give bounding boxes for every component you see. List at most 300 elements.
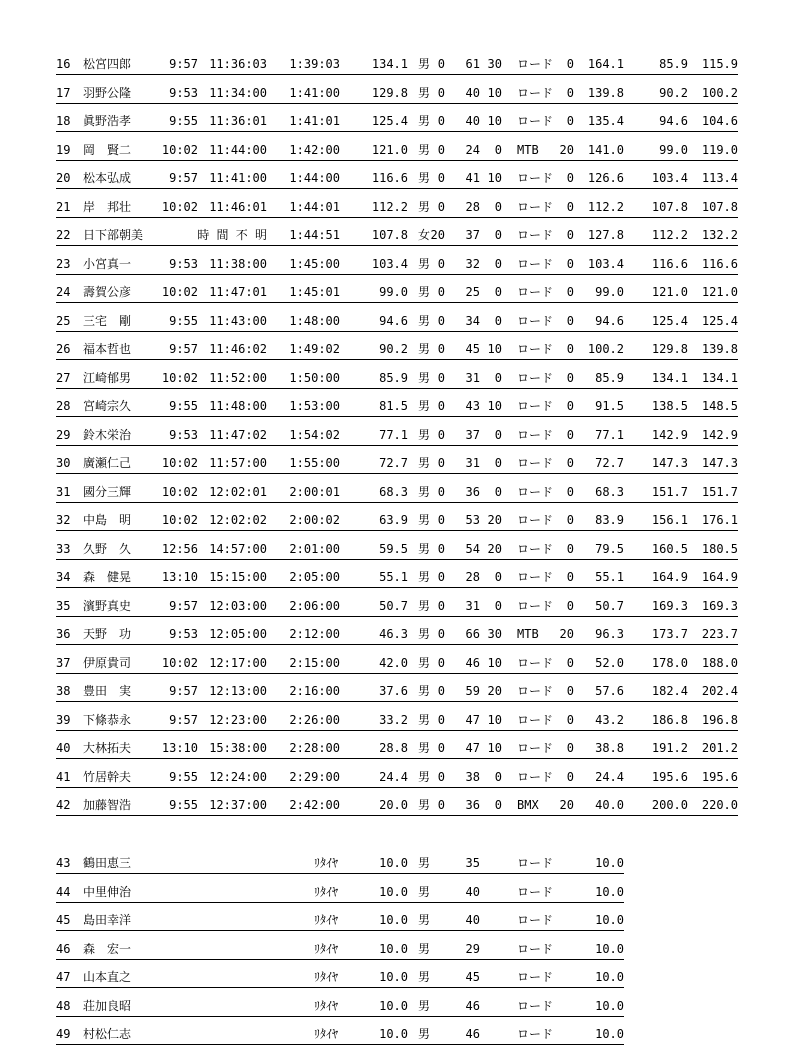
cell-bikept: 0 <box>566 598 574 613</box>
cell-age: 32 <box>465 256 480 271</box>
cell-bike: ロード <box>517 228 554 242</box>
cell-sexpt: 0 <box>437 627 445 641</box>
cell-name: 松本弘成 <box>83 171 132 185</box>
cell-bikept: 0 <box>566 570 574 584</box>
cell-sexpt: 0 <box>437 399 445 413</box>
cell-time: 2:00:02 <box>289 513 340 527</box>
cell-no: 39 <box>56 712 71 727</box>
cell-agept: 0 <box>494 456 502 470</box>
cell-pts: 10.0 <box>379 856 408 870</box>
cell-pen: 99.0 <box>659 142 688 157</box>
cell-sub: 126.6 <box>587 171 624 185</box>
cell-finish: 12:05:00 <box>209 627 267 641</box>
cell-pts: 63.9 <box>379 513 408 527</box>
cell-pts: 42.0 <box>379 655 408 670</box>
cell-pen: 160.5 <box>651 541 688 556</box>
cell-age: 41 <box>465 171 480 185</box>
result-row <box>56 284 738 303</box>
cell-sub: 38.8 <box>595 741 624 755</box>
cell-bikept: 0 <box>566 370 574 385</box>
cell-bike: ロード <box>517 712 554 727</box>
cell-bikept: 0 <box>566 313 574 328</box>
cell-pen: 182.4 <box>651 684 688 698</box>
cell-agept: 0 <box>494 598 502 613</box>
cell-sex: 男 <box>418 256 431 271</box>
cell-age: 36 <box>465 484 480 499</box>
cell-total: 164.9 <box>701 570 738 584</box>
cell-finish: 12:17:00 <box>209 655 267 670</box>
cell-finish: 11:52:00 <box>209 370 267 385</box>
cell-pen: 107.8 <box>651 199 688 214</box>
cell-pts: 10.0 <box>379 884 408 899</box>
cell-name: 岡 賢二 <box>83 142 132 157</box>
cell-start: 9:57 <box>169 684 198 698</box>
cell-pen: 169.3 <box>651 598 688 613</box>
retired-row <box>56 912 624 931</box>
cell-pts: 121.0 <box>371 142 408 157</box>
cell-start: 9:53 <box>169 427 198 442</box>
cell-sex: 男 <box>418 313 431 328</box>
cell-bikept: 0 <box>566 228 574 242</box>
cell-finish: 11:36:03 <box>209 57 267 71</box>
cell-time: 1:39:03 <box>289 57 340 71</box>
cell-name: 松宮四郎 <box>83 57 132 71</box>
cell-agept: 0 <box>494 370 502 385</box>
cell-time: 2:12:00 <box>289 627 340 641</box>
cell-total: 10.0 <box>595 913 624 927</box>
cell-pen: 191.2 <box>651 741 688 755</box>
cell-start: 13:10 <box>161 570 198 584</box>
cell-no: 29 <box>56 427 71 442</box>
retired-row <box>56 884 624 903</box>
cell-no: 46 <box>56 941 71 956</box>
cell-bikept: 0 <box>566 199 574 214</box>
cell-sex: 男 <box>418 399 431 413</box>
cell-pts: 116.6 <box>371 171 408 185</box>
cell-sex: 男 <box>418 570 431 584</box>
cell-pts: 94.6 <box>379 313 408 328</box>
cell-sex: 女 <box>418 228 431 242</box>
cell-start: 9:57 <box>169 712 198 727</box>
cell-no: 30 <box>56 456 71 470</box>
cell-bike: ロード <box>517 285 554 299</box>
cell-total: 125.4 <box>701 313 738 328</box>
cell-no: 23 <box>56 256 71 271</box>
cell-pen: 125.4 <box>651 313 688 328</box>
cell-name: 下條恭永 <box>83 712 132 727</box>
cell-name: 加藤智浩 <box>83 798 132 812</box>
cell-total: 107.8 <box>701 199 738 214</box>
cell-start: 9:53 <box>169 256 198 271</box>
cell-sub: 139.8 <box>587 85 624 100</box>
cell-bike: ロード <box>517 256 554 271</box>
cell-sexpt: 0 <box>437 570 445 584</box>
cell-bikept: 0 <box>566 256 574 271</box>
cell-sexpt: 0 <box>437 712 445 727</box>
cell-bikept: 0 <box>566 484 574 499</box>
cell-sex: 男 <box>418 998 431 1013</box>
cell-finish: 15:15:00 <box>209 570 267 584</box>
cell-sex: 男 <box>418 142 431 157</box>
cell-sexpt: 0 <box>437 541 445 556</box>
cell-pen: 164.9 <box>651 570 688 584</box>
cell-bike: ロード <box>517 57 554 71</box>
cell-time: 1:55:00 <box>289 456 340 470</box>
cell-sub: 100.2 <box>587 342 624 356</box>
cell-time: 2:28:00 <box>289 741 340 755</box>
cell-pen: 94.6 <box>659 114 688 128</box>
cell-sub: 57.6 <box>595 684 624 698</box>
cell-pts: 72.7 <box>379 456 408 470</box>
cell-age: 40 <box>465 913 480 927</box>
cell-pen: 112.2 <box>651 228 688 242</box>
cell-pts: 107.8 <box>371 228 408 242</box>
cell-age: 59 <box>465 684 480 698</box>
cell-bikept: 20 <box>559 627 574 641</box>
cell-sexpt: 0 <box>437 85 445 100</box>
cell-start: 9:57 <box>169 171 198 185</box>
cell-agept: 10 <box>487 655 502 670</box>
cell-pen: 186.8 <box>651 712 688 727</box>
cell-no: 33 <box>56 541 71 556</box>
cell-agept: 0 <box>494 427 502 442</box>
cell-bike: ロード <box>517 313 554 328</box>
cell-pen: 103.4 <box>651 171 688 185</box>
cell-sexpt: 0 <box>437 256 445 271</box>
cell-bike: ロード <box>517 769 554 784</box>
cell-start: 10:02 <box>161 513 198 527</box>
cell-bike: ロード <box>517 741 554 755</box>
cell-no: 37 <box>56 655 71 670</box>
cell-age: 45 <box>465 970 480 984</box>
cell-pen: 129.8 <box>651 342 688 356</box>
cell-sexpt: 0 <box>437 57 445 71</box>
cell-sex: 男 <box>418 484 431 499</box>
cell-sub: 43.2 <box>595 712 624 727</box>
cell-time: 1:44:51 <box>289 228 340 242</box>
cell-sub: 83.9 <box>595 513 624 527</box>
cell-agept: 30 <box>487 627 502 641</box>
cell-name: 日下部朝美 <box>83 228 144 242</box>
retired-row <box>56 855 624 874</box>
cell-sex: 男 <box>418 798 431 812</box>
cell-age: 40 <box>465 884 480 899</box>
cell-finish: 12:24:00 <box>209 769 267 784</box>
cell-no: 36 <box>56 627 71 641</box>
cell-bike: ロード <box>517 570 554 584</box>
cell-bike: ロード <box>517 427 554 442</box>
cell-bikept: 0 <box>566 399 574 413</box>
cell-total: 139.8 <box>701 342 738 356</box>
cell-pts: 24.4 <box>379 769 408 784</box>
cell-no: 22 <box>56 228 71 242</box>
cell-agept: 10 <box>487 171 502 185</box>
cell-bike: ロード <box>517 913 554 927</box>
cell-bike: ロード <box>517 598 554 613</box>
cell-status: ﾘﾀｲﾔ <box>313 913 338 927</box>
cell-total: 196.8 <box>701 712 738 727</box>
cell-agept: 10 <box>487 114 502 128</box>
cell-agept: 0 <box>494 769 502 784</box>
cell-bike: ロード <box>517 655 554 670</box>
cell-bike: ロード <box>517 456 554 470</box>
cell-pts: 81.5 <box>379 399 408 413</box>
cell-start: 10:02 <box>161 456 198 470</box>
cell-no: 38 <box>56 684 71 698</box>
cell-pts: 112.2 <box>371 199 408 214</box>
cell-finish: 12:02:02 <box>209 513 267 527</box>
cell-age: 46 <box>465 655 480 670</box>
cell-age: 61 <box>465 57 480 71</box>
cell-finish: 14:57:00 <box>209 541 267 556</box>
cell-age: 46 <box>465 998 480 1013</box>
cell-sexpt: 0 <box>437 114 445 128</box>
cell-total: 115.9 <box>701 57 738 71</box>
cell-sex: 男 <box>418 342 431 356</box>
cell-name: 廣瀬仁己 <box>83 456 132 470</box>
cell-sex: 男 <box>418 884 431 899</box>
cell-status: ﾘﾀｲﾔ <box>313 998 338 1013</box>
cell-sexpt: 0 <box>437 741 445 755</box>
cell-age: 66 <box>465 627 480 641</box>
cell-name: 宮崎宗久 <box>83 399 132 413</box>
cell-no: 44 <box>56 884 71 899</box>
cell-sub: 52.0 <box>595 655 624 670</box>
cell-sex: 男 <box>418 712 431 727</box>
result-row <box>56 484 738 503</box>
cell-age: 31 <box>465 370 480 385</box>
cell-time: 1:50:00 <box>289 370 340 385</box>
cell-name: 森 健晃 <box>83 570 132 584</box>
cell-no: 49 <box>56 1027 71 1041</box>
cell-agept: 0 <box>494 798 502 812</box>
cell-sexpt: 0 <box>437 427 445 442</box>
cell-bikept: 0 <box>566 741 574 755</box>
cell-sexpt: 0 <box>437 484 445 499</box>
cell-status: ﾘﾀｲﾔ <box>313 970 338 984</box>
cell-name: 伊原貴司 <box>83 655 132 670</box>
cell-agept: 10 <box>487 399 502 413</box>
cell-no: 28 <box>56 399 71 413</box>
cell-sexpt: 0 <box>437 513 445 527</box>
cell-no: 43 <box>56 856 71 870</box>
cell-no: 17 <box>56 85 71 100</box>
cell-total: 10.0 <box>595 856 624 870</box>
cell-pen: 90.2 <box>659 85 688 100</box>
cell-total: 119.0 <box>701 142 738 157</box>
result-row <box>56 170 738 189</box>
cell-bike: ロード <box>517 941 554 956</box>
cell-finish: 11:57:00 <box>209 456 267 470</box>
cell-sex: 男 <box>418 856 431 870</box>
cell-name: 大林拓夫 <box>83 741 132 755</box>
cell-total: 223.7 <box>701 627 738 641</box>
cell-pts: 77.1 <box>379 427 408 442</box>
cell-name: 壽賀公彦 <box>83 285 132 299</box>
cell-total: 180.5 <box>701 541 738 556</box>
cell-bikept: 20 <box>559 798 574 812</box>
cell-pts: 10.0 <box>379 913 408 927</box>
cell-no: 31 <box>56 484 71 499</box>
cell-start: 10:02 <box>161 484 198 499</box>
cell-sub: 96.3 <box>595 627 624 641</box>
cell-sex: 男 <box>418 285 431 299</box>
cell-age: 54 <box>465 541 480 556</box>
cell-pts: 125.4 <box>371 114 408 128</box>
cell-start: 9:55 <box>169 313 198 328</box>
cell-total: 10.0 <box>595 1027 624 1041</box>
cell-pts: 46.3 <box>379 627 408 641</box>
cell-name: 濱野真史 <box>83 598 132 613</box>
retired-row <box>56 941 624 960</box>
cell-status: ﾘﾀｲﾔ <box>313 941 338 956</box>
cell-name: 眞野浩孝 <box>83 114 132 128</box>
cell-finish: 11:34:00 <box>209 85 267 100</box>
cell-no: 16 <box>56 57 71 71</box>
cell-time: 1:49:02 <box>289 342 340 356</box>
cell-sexpt: 20 <box>430 228 445 242</box>
cell-total: 104.6 <box>701 114 738 128</box>
cell-name: 三宅 剛 <box>83 313 132 328</box>
cell-sex: 男 <box>418 171 431 185</box>
cell-finish: 時 間 不 明 <box>197 228 267 242</box>
cell-sex: 男 <box>418 741 431 755</box>
result-row <box>56 769 738 788</box>
cell-pts: 99.0 <box>379 285 408 299</box>
cell-start: 9:57 <box>169 342 198 356</box>
cell-sub: 99.0 <box>595 285 624 299</box>
cell-total: 116.6 <box>701 256 738 271</box>
cell-start: 13:10 <box>161 741 198 755</box>
cell-no: 48 <box>56 998 71 1013</box>
cell-pts: 37.6 <box>379 684 408 698</box>
result-row <box>56 256 738 275</box>
cell-agept: 0 <box>494 256 502 271</box>
result-row <box>56 113 738 132</box>
cell-age: 40 <box>465 114 480 128</box>
cell-sub: 72.7 <box>595 456 624 470</box>
cell-no: 20 <box>56 171 71 185</box>
cell-time: 1:44:00 <box>289 171 340 185</box>
cell-name: 國分三輝 <box>83 484 132 499</box>
cell-age: 36 <box>465 798 480 812</box>
cell-name: 江崎郁男 <box>83 370 132 385</box>
cell-age: 34 <box>465 313 480 328</box>
cell-sub: 127.8 <box>587 228 624 242</box>
cell-no: 35 <box>56 598 71 613</box>
cell-sub: 141.0 <box>587 142 624 157</box>
cell-sex: 男 <box>418 655 431 670</box>
cell-age: 37 <box>465 228 480 242</box>
cell-pen: 116.6 <box>651 256 688 271</box>
cell-sub: 24.4 <box>595 769 624 784</box>
cell-time: 1:48:00 <box>289 313 340 328</box>
result-row <box>56 512 738 531</box>
cell-sex: 男 <box>418 1027 431 1041</box>
cell-finish: 11:47:01 <box>209 285 267 299</box>
cell-pen: 147.3 <box>651 456 688 470</box>
cell-total: 147.3 <box>701 456 738 470</box>
cell-total: 148.5 <box>701 399 738 413</box>
cell-total: 176.1 <box>701 513 738 527</box>
cell-age: 24 <box>465 142 480 157</box>
cell-start: 12:56 <box>161 541 198 556</box>
cell-agept: 10 <box>487 712 502 727</box>
cell-bike: MTB <box>517 142 539 157</box>
cell-bikept: 0 <box>566 513 574 527</box>
cell-bike: ロード <box>517 970 554 984</box>
result-row <box>56 797 738 816</box>
cell-sub: 135.4 <box>587 114 624 128</box>
cell-age: 45 <box>465 342 480 356</box>
cell-total: 202.4 <box>701 684 738 698</box>
cell-sex: 男 <box>418 627 431 641</box>
cell-pen: 173.7 <box>651 627 688 641</box>
cell-finish: 11:43:00 <box>209 313 267 328</box>
cell-pen: 121.0 <box>651 285 688 299</box>
cell-no: 40 <box>56 741 71 755</box>
cell-bike: BMX <box>517 798 539 812</box>
cell-bike: ロード <box>517 199 554 214</box>
cell-pts: 20.0 <box>379 798 408 812</box>
cell-total: 195.6 <box>701 769 738 784</box>
cell-total: 121.0 <box>701 285 738 299</box>
cell-agept: 0 <box>494 142 502 157</box>
cell-name: 村松仁志 <box>83 1027 132 1041</box>
cell-total: 100.2 <box>701 85 738 100</box>
cell-bike: ロード <box>517 171 554 185</box>
cell-pen: 85.9 <box>659 57 688 71</box>
cell-finish: 12:13:00 <box>209 684 267 698</box>
cell-pts: 50.7 <box>379 598 408 613</box>
cell-sub: 79.5 <box>595 541 624 556</box>
cell-sexpt: 0 <box>437 285 445 299</box>
cell-start: 9:55 <box>169 114 198 128</box>
cell-sex: 男 <box>418 769 431 784</box>
cell-bikept: 0 <box>566 57 574 71</box>
cell-no: 19 <box>56 142 71 157</box>
cell-sub: 50.7 <box>595 598 624 613</box>
cell-bikept: 0 <box>566 342 574 356</box>
cell-time: 2:00:01 <box>289 484 340 499</box>
cell-sexpt: 0 <box>437 798 445 812</box>
cell-sub: 85.9 <box>595 370 624 385</box>
cell-name: 豊田 実 <box>83 684 132 698</box>
result-row <box>56 85 738 104</box>
cell-age: 29 <box>465 941 480 956</box>
cell-bike: ロード <box>517 998 554 1013</box>
cell-pts: 55.1 <box>379 570 408 584</box>
cell-no: 26 <box>56 342 71 356</box>
cell-agept: 0 <box>494 228 502 242</box>
cell-total: 134.1 <box>701 370 738 385</box>
cell-finish: 12:37:00 <box>209 798 267 812</box>
cell-sub: 91.5 <box>595 399 624 413</box>
result-row <box>56 341 738 360</box>
cell-bikept: 0 <box>566 655 574 670</box>
cell-name: 島田幸洋 <box>83 913 132 927</box>
cell-age: 28 <box>465 199 480 214</box>
result-row <box>56 427 738 446</box>
cell-sex: 男 <box>418 598 431 613</box>
result-row <box>56 740 738 759</box>
cell-no: 24 <box>56 285 71 299</box>
cell-sexpt: 0 <box>437 598 445 613</box>
cell-start: 9:55 <box>169 798 198 812</box>
cell-bike: ロード <box>517 484 554 499</box>
cell-sexpt: 0 <box>437 313 445 328</box>
cell-sex: 男 <box>418 85 431 100</box>
